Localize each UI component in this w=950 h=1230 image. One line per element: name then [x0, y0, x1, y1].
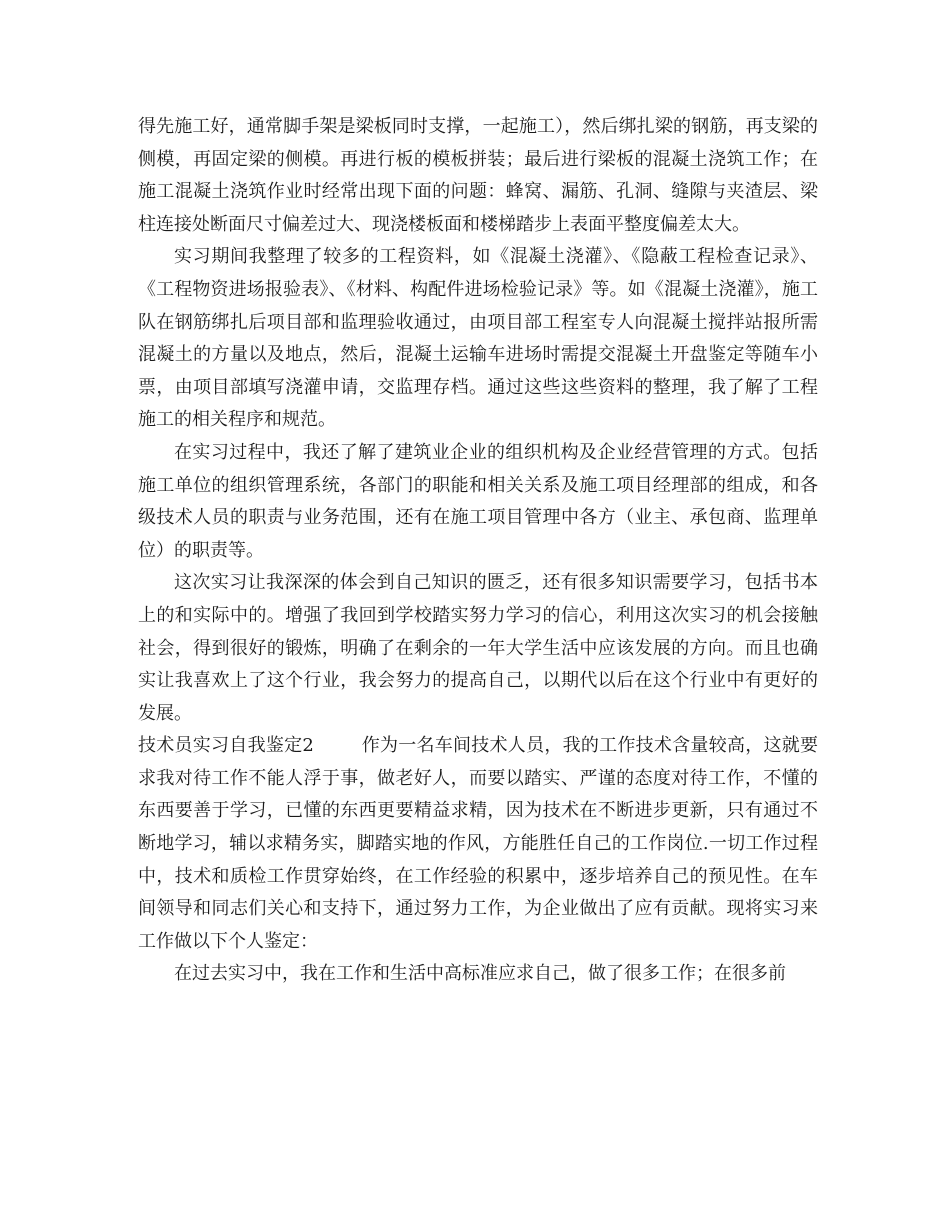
paragraph-organization: 在实习过程中，我还了解了建筑业企业的组织机构及企业经营管理的方式。包括施工单位的组织管理系统，各部门的职能和相关关系及施工项目经理部的组成，和各级技术人员的职责与业务范围，还有在施工项目管理中各方（业主、承包商、监理单位）的职责等。 — [138, 441, 818, 561]
section-spacer — [314, 735, 362, 756]
paragraph-construction-process: 得先施工好，通常脚手架是梁板同时支撑，一起施工），然后绑扎梁的钢筋，再支梁的侧模，再固定梁的侧模。再进行板的模板拼装；最后进行梁板的混凝土浇筑工作；在施工混凝土浇筑作业时经常出现下面的问题：蜂窝、漏筋、孔洞、缝隙与夹渣层、梁柱连接处断面尺寸偏差过大、现浇楼板面和楼梯踏步上表面平整度偏差太大。 — [138, 116, 818, 235]
paragraph-engineering-documents: 实习期间我整理了较多的工程资料，如《混凝土浇灌》、《隐蔽工程检查记录》、《工程物资进场报验表》、《材料、构配件进场检验记录》等。如《混凝土浇灌》，施工队在钢筋绑扎后项目部和监理验收通过，由项目部工程室专人向混凝土搅拌站报所需混凝土的方量以及地点，然后，混凝土运输车进场时需提交混凝土开盘鉴定等随车小票，由项目部填写浇灌申请，交监理存档。通过这些这些资料的整理，我了解了工程施工的相关程序和规范。 — [138, 246, 818, 431]
document-body — [138, 111, 818, 991]
paragraph-reflection: 这次实习让我深深的体会到自己知识的匮乏，还有很多知识需要学习，包括书本上的和实际中的。增强了我回到学校踏实努力学习的信心，利用这次实习的机会接触社会，得到很好的锻炼，明确了在剩余的一年大学生活中应该发展的方向。而且也确实让我喜欢上了这个行业，我会努力的提高自己，以期代以后在这个行业中有更好的发展。 — [138, 572, 818, 724]
paragraph-section-2 — [138, 730, 818, 958]
paragraph-past-internship: 在过去实习中，我在工作和生活中高标准应求自己，做了很多工作；在很多前 — [174, 963, 786, 985]
section-body-text: 作为一名车间技术人员，我的工作技术含量较高，这就要求我对待工作不能人浮于事，做老好人，而要以踏实、严谨的态度对待工作，不懂的东西要善于学习，已懂的东西更要精益求精，因为技术在不断进步更新，只有通过不断地学习，辅以求精务实，脚踏实地的作风，方能胜任自己的工作岗位.一切工作过程中，技术和质检工作贯穿始终，在工作经验的积累中，逐步培养自己的预见性。在车间领导和同志们关心和支持下，通过努力工作，为企业做出了应有贡献。现将实习来工作做以下个人鉴定： — [138, 735, 819, 952]
section-title: 技术员实习自我鉴定2 — [138, 735, 314, 757]
